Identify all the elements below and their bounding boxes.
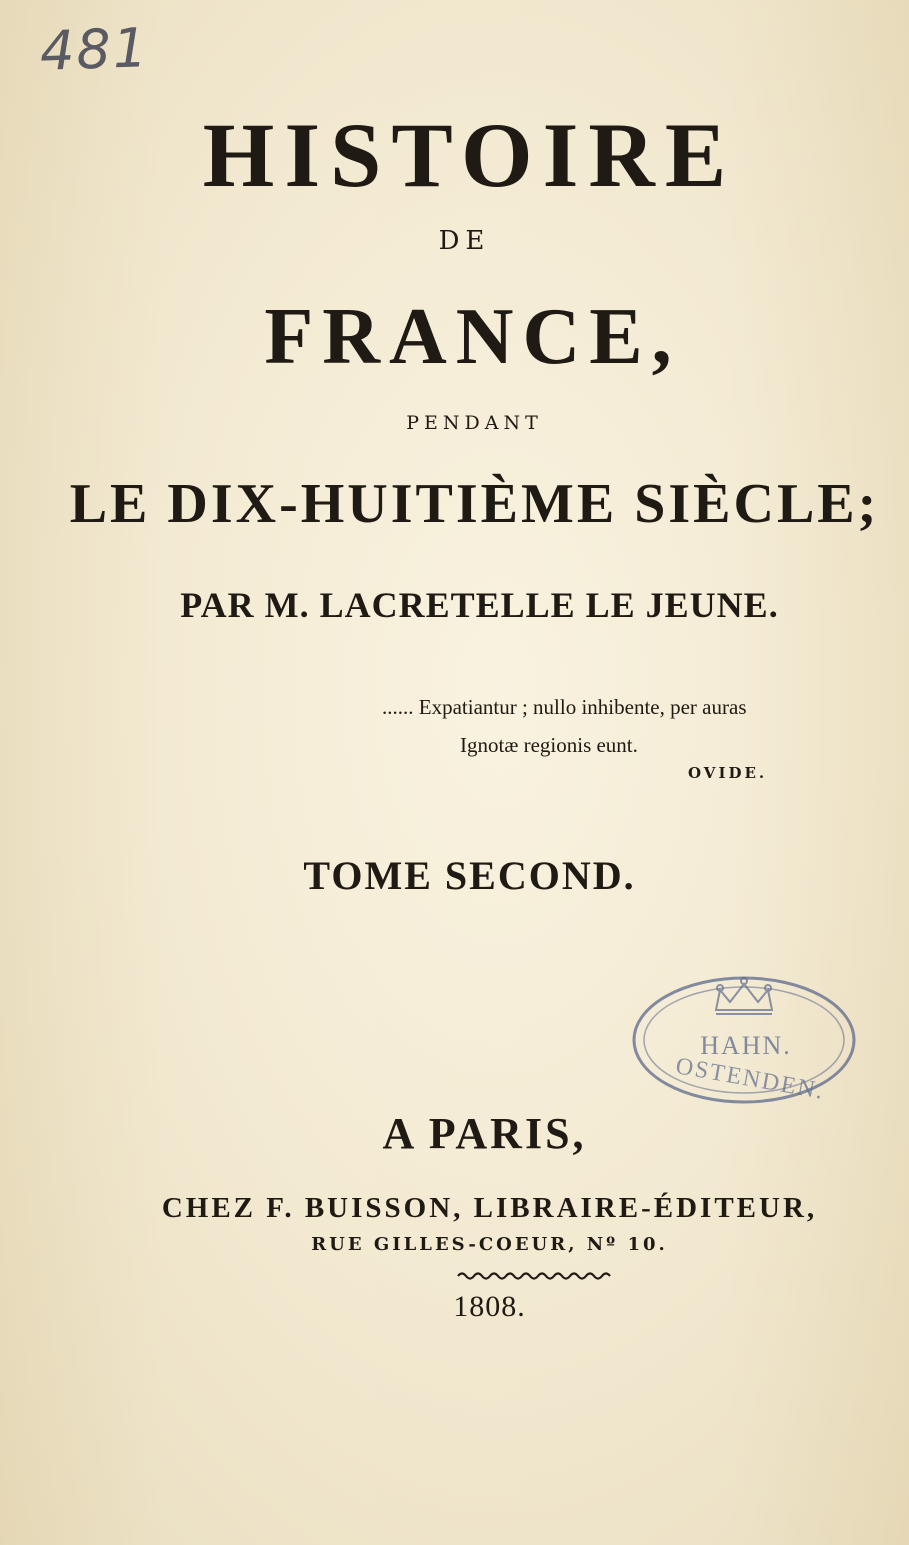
imprint-address: RUE GILLES-COEUR, Nº 10.: [311, 1234, 668, 1255]
volume-number: TOME SECOND.: [303, 853, 636, 898]
library-stamp: [628, 962, 860, 1112]
author-line: PAR M. LACRETELLE LE JEUNE.: [180, 585, 779, 625]
stamp-line-1: HAHN.: [700, 1031, 792, 1060]
crown-icon: [716, 978, 772, 1014]
epigraph: [382, 688, 747, 764]
epigraph-line-2: Ignotæ regionis eunt.: [460, 733, 638, 757]
imprint-place: A PARIS,: [382, 1109, 587, 1158]
decorative-wavy-rule: [456, 1270, 612, 1282]
title-de: DE: [438, 226, 491, 256]
imprint-year: 1808.: [453, 1290, 526, 1323]
title-pendant: PENDANT: [406, 412, 543, 434]
title-period: LE DIX-HUITIÈME SIÈCLE;: [69, 473, 880, 535]
epigraph-source: OVIDE.: [688, 764, 768, 782]
title-country: FRANCE,: [264, 293, 681, 381]
epigraph-line-1: ...... Expatiantur ; nullo inhibente, per auras: [382, 695, 747, 719]
stamp-line-2: OSTENDEN.: [673, 1053, 827, 1105]
imprint-publisher: CHEZ F. BUISSON, LIBRAIRE-ÉDITEUR,: [161, 1192, 818, 1224]
title-main: HISTOIRE: [202, 104, 737, 206]
handwritten-shelfmark: 481: [38, 16, 151, 83]
